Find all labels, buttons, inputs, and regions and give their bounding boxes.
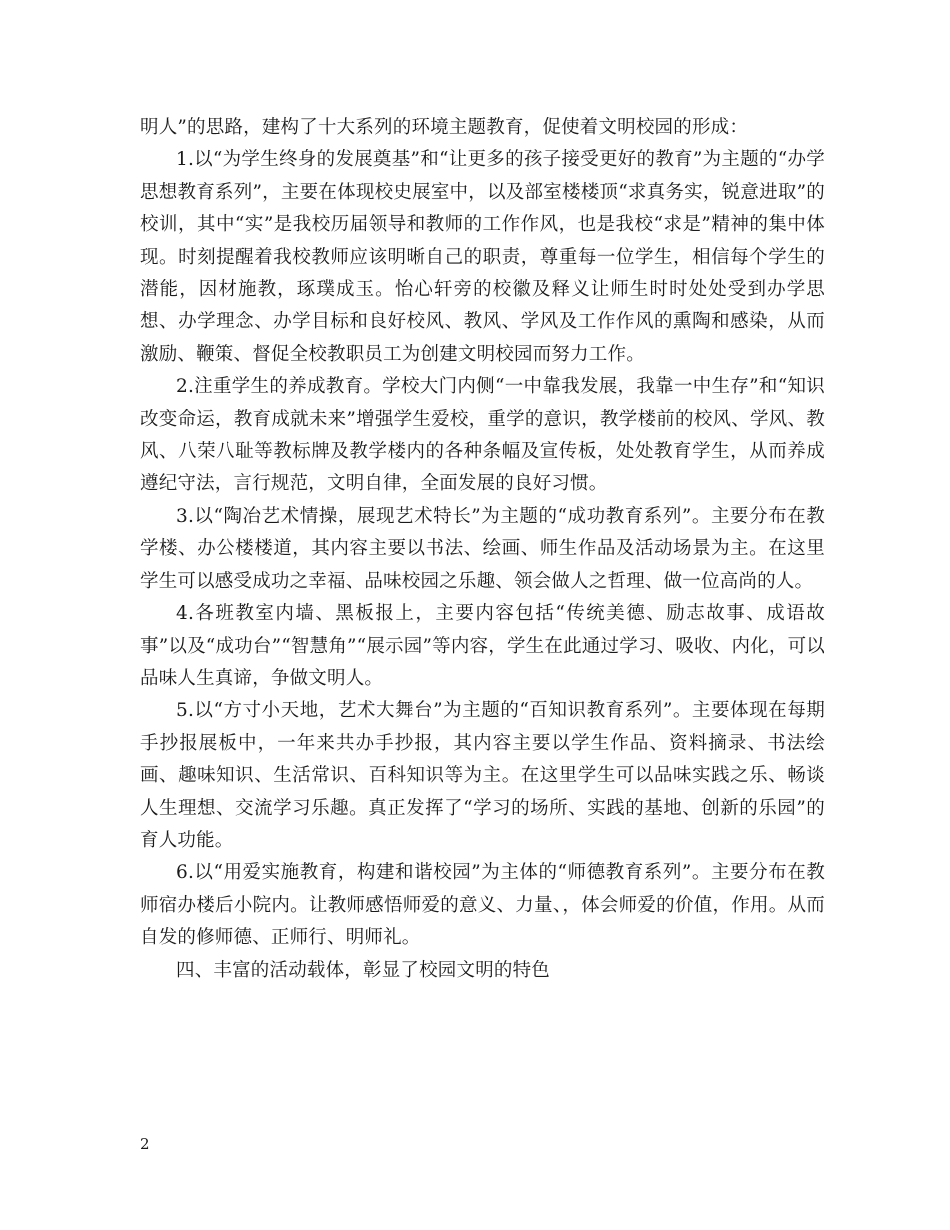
document-body bbox=[140, 112, 825, 987]
paragraph-item-4: 4.各班教室内墙、黑板报上，主要内容包括“传统美德、励志故事、成语故事”以及“成功台”“智慧角”“展示园”等内容，学生在此通过学习、吸收、内化，可以品味人生真谛，争做文明人。 bbox=[140, 603, 825, 689]
section-heading: 四、丰富的活动载体，彰显了校园文明的特色 bbox=[176, 959, 551, 981]
paragraph-item-2: 2.注重学生的养成教育。学校大门内侧“一中靠我发展，我靠一中生存”和“知识改变命运，教育成就未来”增强学生爱校，重学的意识，教学楼前的校风、学风、教风、八荣八耻等教标牌及教学楼内的各种条幅及宣传板，处处教育学生，从而养成遵纪守法，言行规范，文明自律，全面发展的良好习惯。 bbox=[140, 376, 825, 495]
paragraph-continuation: 明人”的思路，建构了十大系列的环境主题教育，促使着文明校园的形成： bbox=[140, 117, 749, 138]
page-number: 2 bbox=[140, 1135, 150, 1153]
paragraph-item-1: 1.以“为学生终身的发展奠基”和“让更多的孩子接受更好的教育”为主题的“办学思想教育系列”，主要在体现校史展室中，以及部室楼楼顶“求真务实，锐意进取”的校训，其中“实”是我校历届领导和教师的工作作风，也是我校“求是”精神的集中体现。时刻提醒着我校教师应该明晰自己的职责，尊重每一位学生，相信每个学生的潜能，因材施教，琢璞成玉。怡心轩旁的校徽及释义让师生时时处处受到办学思想、办学理念、办学目标和良好校风、教风、学风及工作作风的熏陶和感染，从而激励、鞭策、督促全校教职员工为创建文明校园而努力工作。 bbox=[140, 149, 825, 365]
paragraph-item-3: 3.以“陶冶艺术情操，展现艺术特长”为主题的“成功教育系列”。主要分布在教学楼、办公楼楼道，其内容主要以书法、绘画、师生作品及活动场景为主。在这里学生可以感受成功之幸福、品味校园之乐趣、领会做人之哲理、做一位高尚的人。 bbox=[140, 505, 825, 592]
paragraph-item-6: 6.以“用爱实施教育，构建和谐校园”为主体的“师德教育系列”。主要分布在教师宿办楼后小院内。让教师感悟师爱的意义、力量、，体会师爱的价值，作用。从而自发的修师德、正师行、明师礼。 bbox=[140, 862, 825, 949]
paragraph-item-5: 5.以“方寸小天地，艺术大舞台”为主题的“百知识教育系列”。主要体现在每期手抄报展板中，一年来共办手抄报，其内容主要以学生作品、资料摘录、书法绘画、趣味知识、生活常识、百科知识等为主。在这里学生可以品味实践之乐、畅谈人生理想、交流学习乐趣。真正发挥了“学习的场所、实践的基地、创新的乐园”的育人功能。 bbox=[140, 700, 825, 851]
